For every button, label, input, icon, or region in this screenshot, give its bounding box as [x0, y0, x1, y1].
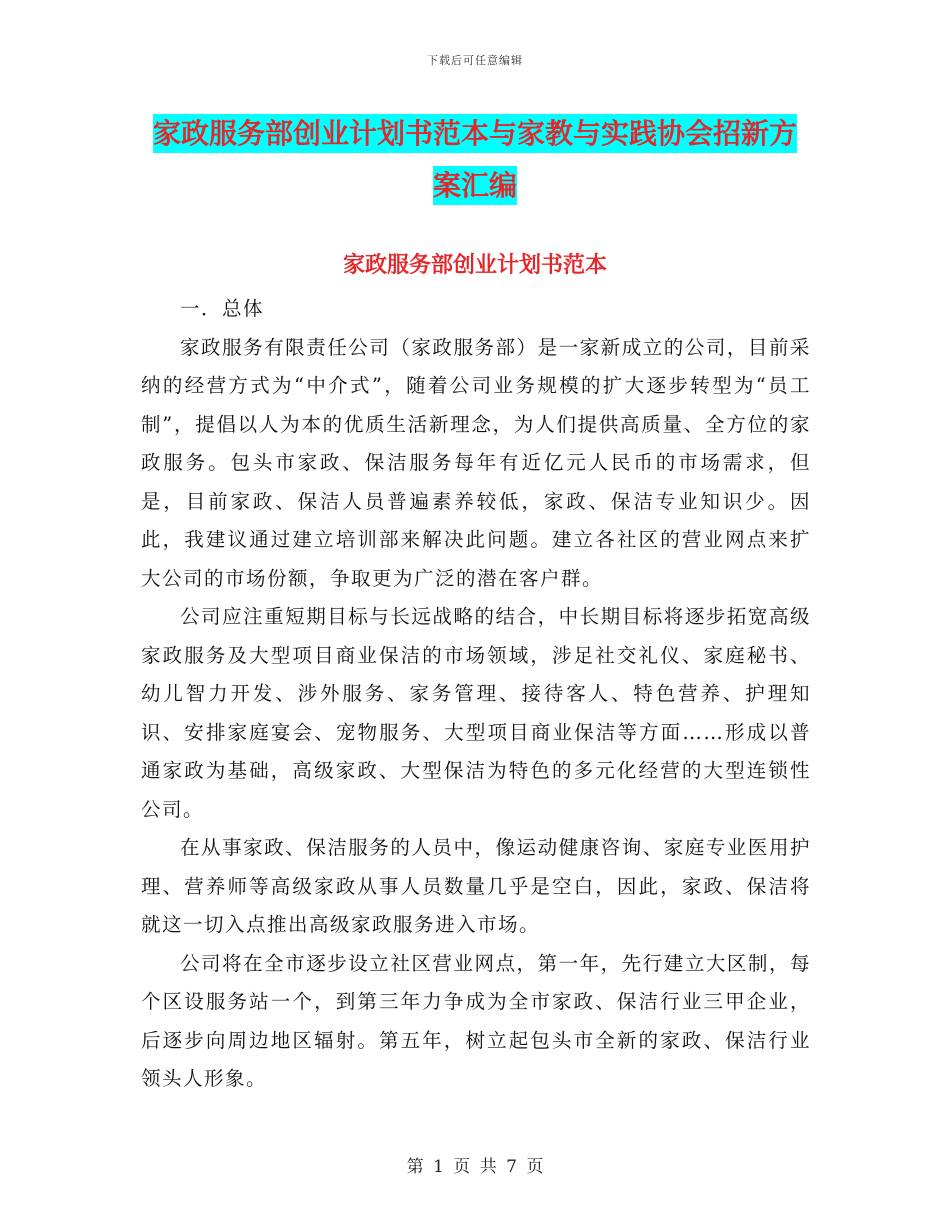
page-header-note: 下载后可任意编辑	[427, 54, 523, 67]
document-title-text: 家政服务部创业计划书范本与家教与实践协会招新方案汇编	[153, 114, 797, 205]
paragraph-2: 公司应注重短期目标与长远战略的结合，中长期目标将逐步拓宽高级家政服务及大型项目商业保洁的市场领域，涉足社交礼仪、家庭秘书、幼儿智力开发、涉外服务、家务管理、接待客人、特色营养、护理知识、安排家庭宴会、宠物服务、大型项目商业保洁等方面……形成以普通家政为基础，高级家政、大型保洁为特色的多元化经营的大型连锁性公司。	[141, 605, 811, 821]
page-footer: 第 1 页 共 7 页	[406, 1157, 544, 1177]
paragraph-3: 在从事家政、保洁服务的人员中，像运动健康咨询、家庭专业医用护理、营养师等高级家政从事人员数量几乎是空白，因此，家政、保洁将就这一切入点推出高级家政服务进入市场。	[141, 836, 811, 936]
document-body	[141, 290, 811, 1099]
document-title	[140, 108, 810, 212]
section-title: 家政服务部创业计划书范本	[342, 252, 607, 278]
paragraph-4: 公司将在全市逐步设立社区营业网点，第一年，先行建立大区制，每个区设服务站一个，到第三年力争成为全市家政、保洁行业三甲企业，后逐步向周边地区辐射。第五年，树立起包头市全新的家政、保洁行业领头人形象。	[141, 951, 811, 1090]
paragraph-1: 家政服务有限责任公司（家政服务部）是一家新成立的公司，目前采纳的经营方式为“中介式”，随着公司业务规模的扩大逐步转型为“员工制”，提倡以人为本的优质生活新理念，为人们提供高质量、全方位的家政服务。包头市家政、保洁服务每年有近亿元人民币的市场需求，但是，目前家政、保洁人员普遍素养较低，家政、保洁专业知识少。因此，我建议通过建立培训部来解决此问题。建立各社区的营业网点来扩大公司的市场份额，争取更为广泛的潜在客户群。	[141, 335, 811, 590]
section-heading: 一．总体	[180, 297, 265, 320]
